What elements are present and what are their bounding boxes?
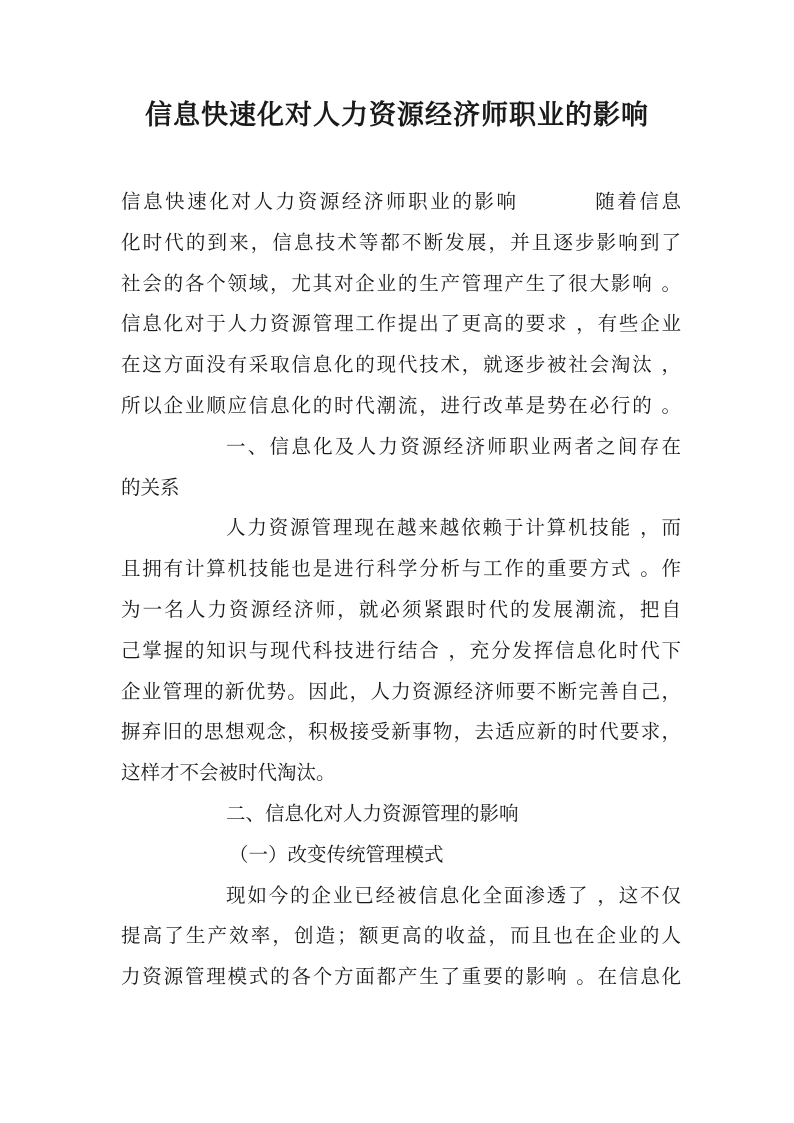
paragraph-2-line: 摒弃旧的思想观念，积极接受新事物，去适应新的时代要求， <box>121 720 681 744</box>
subsection-heading-1: （一）改变传统管理模式 <box>229 842 444 866</box>
intro-title-repeat: 信息快速化对人力资源经济师职业的影响 <box>121 190 519 213</box>
paragraph-intro-line: 社会的各个领域，尤其对企业的生产管理产生了很大影响 。 <box>121 271 681 295</box>
paragraph-2-line: 这样才不会被时代淘汰。 <box>121 761 336 785</box>
paragraph-intro-line <box>121 182 681 223</box>
paragraph-3-line: 提高了生产效率，创造；额更高的收益，而且也在企业的人 <box>121 924 681 948</box>
paragraph-2-line: 人力资源管理现在越来越依赖于计算机技能 ，而 <box>226 516 681 540</box>
paragraph-intro-line: 信息化对于人力资源管理工作提出了更高的要求 ，有些企业 <box>121 312 681 336</box>
paragraph-3-line: 力资源管理模式的各个方面都产生了重要的影响 。在信息化 <box>121 965 681 989</box>
document-title: 信息快速化对人力资源经济师职业的影响 <box>145 100 649 131</box>
section-heading-2: 二、信息化对人力资源管理的影响 <box>226 801 519 825</box>
paragraph-2-line: 为一名人力资源经济师，就必须紧跟时代的发展潮流，把自 <box>121 597 681 621</box>
intro-lead-text: 随着信息 <box>592 190 681 213</box>
paragraph-intro-line: 化时代的到来，信息技术等都不断发展，并且逐步影响到了 <box>121 230 681 254</box>
paragraph-intro-line: 在这方面没有采取信息化的现代技术，就逐步被社会淘汰 ， <box>121 353 681 377</box>
section-heading-1-line: 的关系 <box>121 475 180 499</box>
paragraph-intro-line: 所以企业顺应信息化的时代潮流，进行改革是势在必行的 。 <box>121 393 681 417</box>
section-heading-1-line: 一、信息化及人力资源经济师职业两者之间存在 <box>226 434 681 458</box>
paragraph-2-line: 己掌握的知识与现代科技进行结合 ，充分发挥信息化时代下 <box>121 638 681 662</box>
document-body <box>121 182 681 998</box>
paragraph-2-line: 且拥有计算机技能也是进行科学分析与工作的重要方式 。作 <box>121 557 681 581</box>
paragraph-3-line: 现如今的企业已经被信息化全面渗透了 ，这不仅 <box>226 883 681 907</box>
paragraph-2-line: 企业管理的新优势。因此，人力资源经济师要不断完善自己， <box>121 679 681 703</box>
